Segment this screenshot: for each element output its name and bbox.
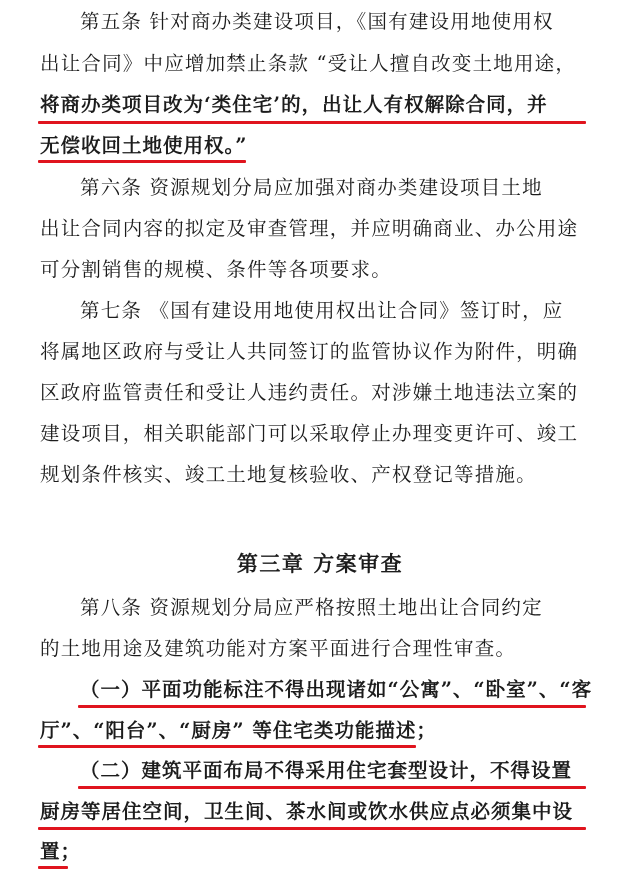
red-underline-item-2-line-3: [38, 866, 68, 869]
article-7-line-2: 将属地区政府与受让人共同签订的监管协议作为附件，明确: [40, 340, 579, 363]
article-8-item-1-line-2: 厅”、“阳台”、“厨房” 等住宅类功能描述；: [40, 719, 437, 742]
article-8-line-2: 的土地用途及建筑功能对方案平面进行合理性审查。: [40, 637, 517, 660]
article-8-item-1-line-1: （一）平面功能标注不得出现诸如“公寓”、“卧室”、“客: [80, 678, 593, 701]
red-underline-item-1-line-2: [38, 745, 416, 748]
article-5-line-4: 无偿收回土地使用权。”: [40, 134, 248, 157]
article-7-line-1: 第七条 《国有建设用地使用权出让合同》签订时，应: [80, 299, 564, 322]
article-8-item-2-line-3: 置；: [40, 840, 82, 863]
article-5-line-3: 将商办类项目改为‘类住宅’的，出让人有权解除合同，并: [40, 93, 548, 116]
chapter-heading: 第三章 方案审查: [236, 551, 404, 576]
red-underline-item-2-line-2: [38, 827, 586, 830]
article-6-line-2: 出让合同内容的拟定及审查管理，并应明确商业、办公用途: [40, 217, 579, 240]
red-underline-article-5-line-3: [38, 121, 586, 124]
red-underline-article-5-line-4: [38, 160, 246, 163]
red-underline-item-1-line-1: [78, 705, 586, 708]
article-7-line-3: 区政府监管责任和受让人违约责任。对涉嫌土地违法立案的: [40, 381, 579, 404]
article-6-line-1: 第六条 资源规划分局应加强对商办类建设项目土地: [80, 176, 543, 199]
red-underline-item-2-line-1: [78, 786, 586, 789]
article-7-line-4: 建设项目，相关职能部门可以采取停止办理变更许可、竣工: [40, 422, 579, 445]
article-5-line-2: 出让合同》中应增加禁止条款 “受让人擅自改变土地用途，: [40, 52, 577, 75]
article-6-line-3: 可分割销售的规模、条件等各项要求。: [40, 258, 392, 281]
article-5-line-1: 第五条 针对商办类建设项目，《国有建设用地使用权: [80, 10, 554, 33]
article-8-item-2-line-1: （二）建筑平面布局不得采用住宅套型设计，不得设置: [80, 759, 573, 782]
article-8-item-2-line-2: 厨房等居住空间，卫生间、茶水间或饮水供应点必须集中设: [40, 800, 574, 823]
article-8-line-1: 第八条 资源规划分局应严格按照土地出让合同约定: [80, 596, 543, 619]
article-7-line-5: 规划条件核实、竣工土地复核验收、产权登记等措施。: [40, 463, 537, 486]
